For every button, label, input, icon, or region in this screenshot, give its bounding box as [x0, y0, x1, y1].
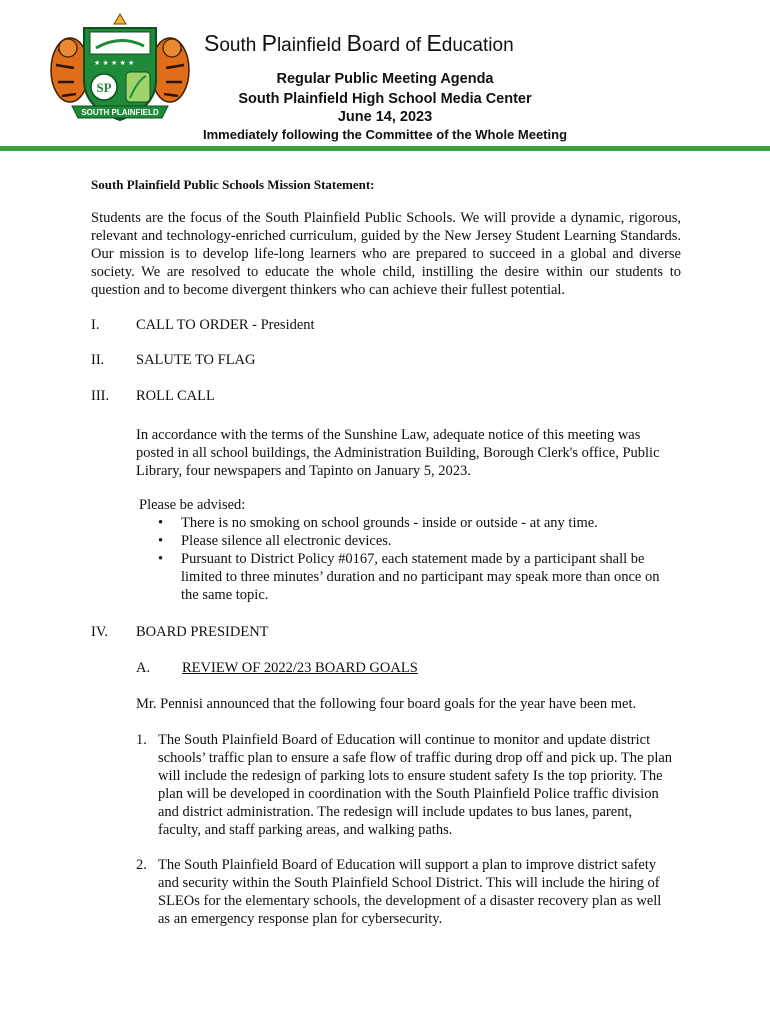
meeting-date: June 14, 2023	[337, 109, 433, 125]
svg-text:★ ★ ★ ★ ★: ★ ★ ★ ★ ★	[94, 59, 135, 67]
agenda-number: III.	[91, 388, 110, 404]
advisory-list	[148, 514, 668, 604]
title-part: Education	[426, 30, 514, 56]
goal-number: 2.	[136, 857, 147, 873]
list-item: • Pursuant to District Policy #0167, each statement made by a participant shall be limited to three minutes’ duration and no participant may speak more than once on the same topic.	[158, 551, 660, 603]
svg-text:SP: SP	[96, 80, 112, 95]
title-part: Plainfield	[261, 30, 347, 56]
list-item	[136, 731, 676, 839]
mission-statement: Students are the focus of the South Plainfield Public Schools. We will provide a dynamic, rigorous, relevant and technology-enriched curriculum, guided by the New Jersey Student Learning Standards. Our mission is to develop life-long learners who are prepared to succeed in a global and diverse society. We are resolved to educate the whole child, instilling the desire within our students to question and to become divergent thinkers who can achieve their fullest potential.	[91, 210, 681, 298]
board-title	[204, 30, 514, 57]
bullet-icon: •	[158, 551, 164, 567]
subsection-letter: A.	[136, 660, 151, 676]
agenda-item-call-to-order: CALL TO ORDER - President	[136, 317, 315, 333]
svg-text:SOUTH PLAINFIELD: SOUTH PLAINFIELD	[81, 108, 159, 117]
subsection-title: REVIEW OF 2022/23 BOARD GOALS	[182, 660, 418, 676]
meeting-timing: Immediately following the Committee of the Whole Meeting	[202, 127, 568, 142]
goal-number: 1.	[136, 732, 147, 748]
tiger-crest-icon	[50, 10, 190, 128]
agenda-number: I.	[91, 317, 100, 333]
list-item: • Please silence all electronic devices.	[158, 533, 392, 549]
bullet-icon: •	[158, 515, 164, 531]
mission-heading: South Plainfield Public Schools Mission Statement:	[91, 177, 375, 192]
title-part: Board of	[346, 30, 427, 56]
advised-label: Please be advised:	[139, 497, 246, 513]
goal-text: The South Plainfield Board of Education will continue to monitor and update district schools’ traffic plan to ensure a safe flow of traffic during drop off and pick up. The plan will include the redesign of parking lots to ensure student safety Is the top priority. The plan will be developed in coordination with the South Plainfield Police traffic division and district administration. The redesign will include updates to bus lanes, parent, faculty, and staff parking areas, and walking paths.	[158, 732, 673, 838]
title-part: South	[204, 30, 262, 56]
agenda-item-salute-to-flag: SALUTE TO FLAG	[136, 352, 256, 368]
district-logo	[50, 10, 190, 128]
bullet-icon: •	[158, 533, 164, 549]
goals-announcement: Mr. Pennisi announced that the following four board goals for the year have been met.	[136, 696, 637, 712]
goal-list	[136, 856, 676, 928]
agenda-number: IV.	[91, 624, 109, 640]
meeting-location: South Plainfield High School Media Center	[238, 91, 532, 107]
goal-list	[136, 731, 676, 839]
agenda-item-roll-call: ROLL CALL	[136, 388, 215, 404]
agenda-item-board-president: BOARD PRESIDENT	[136, 624, 269, 640]
header-divider	[0, 146, 770, 151]
list-item: • There is no smoking on school grounds - inside or outside - at any time.	[158, 515, 598, 531]
sunshine-law-notice: In accordance with the terms of the Sunshine Law, adequate notice of this meeting was posted in all school buildings, the Administration Building, Borough Clerk's office, Public Library, four newspapers and Tapinto on January 5, 2023.	[136, 427, 660, 479]
goal-text: The South Plainfield Board of Education will support a plan to improve district safety and security within the South Plainfield School District. This will include the hiring of SLEOs for the elementary schools, the development of a disaster recovery plan as well as an emergency response plan for cybersecurity.	[158, 857, 662, 927]
agenda-number: II.	[91, 352, 105, 368]
list-item	[136, 856, 676, 928]
meeting-type: Regular Public Meeting Agenda	[276, 71, 494, 87]
